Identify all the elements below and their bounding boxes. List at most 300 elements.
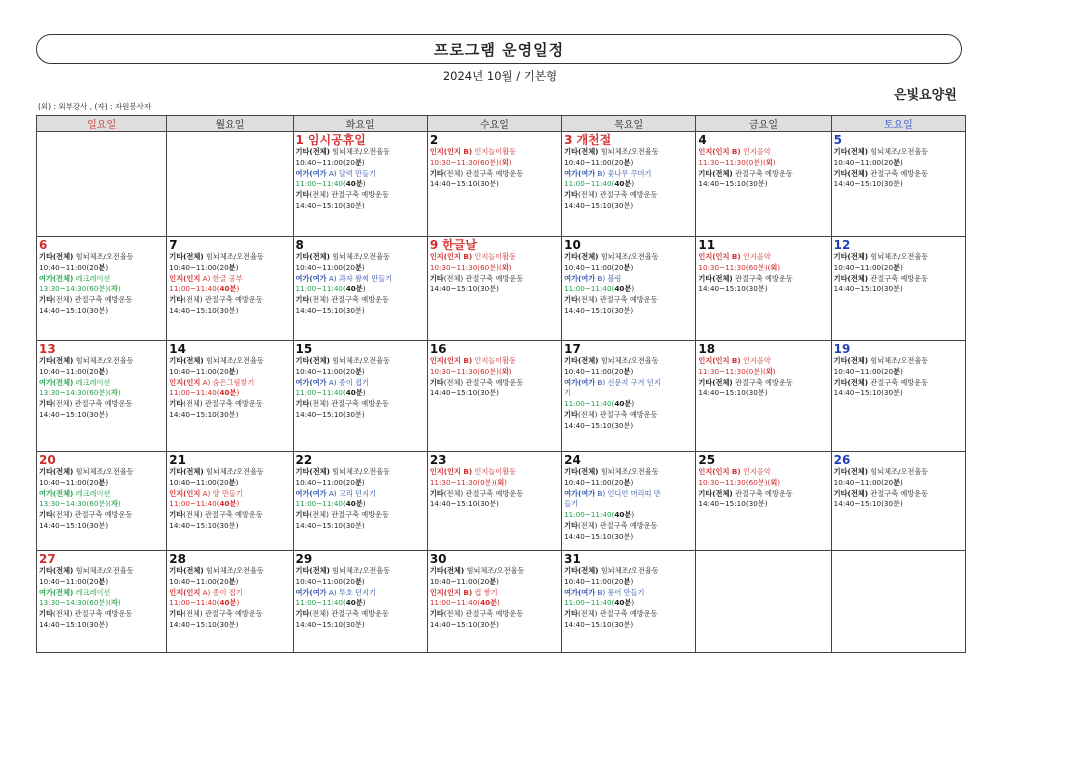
program-text: 인지(인지 B) <box>698 467 741 476</box>
day-cell <box>562 341 696 452</box>
day-cell <box>293 452 427 551</box>
program-text: 분 <box>893 262 901 272</box>
program-text: 분 <box>893 157 901 167</box>
program-text: 11:30~11:30(0분)( <box>698 366 766 376</box>
program-line <box>564 499 693 510</box>
program-text: 13:30~14:30(60분)( <box>39 284 111 294</box>
program-line <box>296 467 425 478</box>
program-text: ) <box>508 366 512 376</box>
program-text: 기타(전체) <box>169 252 204 261</box>
program-text: (전체) 관절구축 예방운동 <box>577 520 658 530</box>
program-text: 기타 <box>169 399 184 409</box>
program-text: A) 양 만들기 <box>200 488 243 498</box>
day-number: 11 <box>698 238 716 252</box>
program-line <box>430 577 559 588</box>
day-cell <box>427 237 561 341</box>
program-line <box>169 467 290 478</box>
program-text: 자 <box>110 499 118 509</box>
program-text: 인지(인지 B) <box>429 356 473 365</box>
day-cell <box>831 452 965 551</box>
day-number: 1 <box>295 133 304 147</box>
program-line <box>834 378 963 389</box>
program-text: 인지놀이활동 <box>472 252 517 261</box>
program-text: 힘뇌체조/오전율동 <box>203 356 264 365</box>
program-line <box>296 201 425 212</box>
program-line <box>698 284 828 295</box>
program-text: 14:40~15:10(30분) <box>39 520 109 530</box>
program-line <box>169 566 290 577</box>
program-text: (전체) 관절구축 예방운동 <box>183 510 263 520</box>
program-text: (전체) 관절구축 예방운동 <box>183 609 263 619</box>
program-text: 기타 <box>295 295 310 305</box>
program-text: 관절구축 예방운동 <box>732 488 793 498</box>
program-line <box>39 609 164 620</box>
program-text: 40분 <box>345 598 363 608</box>
program-line <box>39 521 164 532</box>
program-text: 관절구축 예방운동 <box>868 377 929 387</box>
program-line <box>564 306 693 317</box>
program-text: B) 꽃나무 꾸미기 <box>595 168 652 178</box>
day-number: 24 <box>564 453 581 467</box>
program-text: ) <box>235 366 239 376</box>
program-text: 10:40~11:00(20 <box>564 157 624 167</box>
program-line <box>39 284 164 295</box>
program-line <box>430 158 559 169</box>
program-text: 10:40~11:00(20 <box>169 477 229 487</box>
program-text: 11:00~11:40( <box>564 284 615 294</box>
program-line <box>296 179 425 190</box>
program-text: 관절구축 예방운동 <box>732 377 793 387</box>
program-line <box>169 378 290 389</box>
day-number: 20 <box>39 453 56 467</box>
program-text: (전체) 관절구축 예방운동 <box>443 609 524 619</box>
program-text: 10:30~11:30(60분)( <box>429 157 502 167</box>
program-line <box>430 467 559 478</box>
program-text: ) <box>630 576 634 586</box>
program-text: 레크레이션 <box>73 273 111 283</box>
program-line <box>169 263 290 274</box>
program-text: ) <box>361 157 365 167</box>
program-line <box>698 378 828 389</box>
program-text: 11:00~11:40( <box>564 179 615 189</box>
program-text: 기타 <box>564 609 578 619</box>
program-text: ) <box>105 477 109 487</box>
program-text: 10:40~11:00(20 <box>295 157 355 167</box>
program-text: 기타(전체) <box>295 356 330 365</box>
program-text: 기타 <box>429 168 444 178</box>
program-line <box>430 378 559 389</box>
program-line <box>39 274 164 285</box>
day-number: 18 <box>698 342 716 356</box>
program-text: ) <box>235 576 239 586</box>
program-text: 분 <box>354 157 362 167</box>
day-header <box>296 342 425 356</box>
program-text: (전체) 관절구축 예방운동 <box>577 409 658 419</box>
program-text: 14:40~15:10(30분) <box>169 409 239 419</box>
program-line <box>39 598 164 609</box>
program-line <box>564 532 693 543</box>
program-text: 11:00~11:40( <box>169 388 220 398</box>
program-line <box>834 467 963 478</box>
program-line <box>698 489 828 500</box>
program-line <box>834 388 963 399</box>
program-line <box>296 295 425 306</box>
day-cell <box>37 132 167 237</box>
day-number: 28 <box>169 552 186 566</box>
program-line <box>564 356 693 367</box>
weekday-friday: 금요일 <box>696 116 831 132</box>
program-text: 14:40~15:10(30분) <box>698 499 768 509</box>
day-cell <box>562 237 696 341</box>
day-number: 23 <box>429 453 447 467</box>
program-text: ) <box>777 262 781 272</box>
day-number: 22 <box>295 453 313 467</box>
day-header <box>698 453 828 467</box>
program-line <box>698 263 828 274</box>
program-text: 자 <box>110 284 118 294</box>
program-line <box>39 367 164 378</box>
program-text: ) <box>362 284 366 294</box>
program-text: 관절구축 예방운동 <box>868 488 929 498</box>
program-text: 외 <box>770 262 778 272</box>
program-text: 10:40~11:00(20 <box>295 262 355 272</box>
program-text: 힘뇌체조/오전율동 <box>73 252 134 261</box>
program-text: 14:40~15:10(30분) <box>564 531 634 541</box>
program-text: 기타(전체) <box>39 566 74 575</box>
program-text: 여가(여가 <box>564 488 596 498</box>
program-text: 40분 <box>345 499 363 509</box>
program-line <box>169 252 290 263</box>
program-line <box>296 566 425 577</box>
program-line <box>296 356 425 367</box>
day-header <box>564 238 693 252</box>
program-line <box>296 388 425 399</box>
program-text: 분 <box>893 477 901 487</box>
program-text: 40분 <box>614 179 632 189</box>
program-line <box>698 252 828 263</box>
program-text: ) <box>236 499 240 509</box>
program-text: 11:00~11:40( <box>295 388 346 398</box>
program-text: ) <box>508 157 512 167</box>
program-line <box>834 356 963 367</box>
weekday-thursday: 목요일 <box>562 116 696 132</box>
day-header <box>169 552 290 566</box>
program-text: ) <box>362 388 366 398</box>
program-text: 인지(인지 B) <box>698 252 741 261</box>
program-line <box>564 399 693 410</box>
program-line <box>39 410 164 421</box>
program-text: ) <box>631 598 635 608</box>
program-text: ) <box>900 477 903 487</box>
program-text: 기타(전체) <box>698 488 733 498</box>
program-text: 힘뇌체조/오전율동 <box>868 252 929 261</box>
program-text: 분 <box>623 576 631 586</box>
program-text: 기타 <box>429 609 444 619</box>
day-cell <box>427 452 561 551</box>
day-number: 21 <box>169 453 186 467</box>
program-line <box>564 510 693 521</box>
program-text: 기타 <box>295 190 310 200</box>
week-row <box>37 341 966 452</box>
program-text: 인지(인지 <box>169 488 201 498</box>
program-text: 여가(전체) <box>39 587 74 597</box>
day-header <box>39 238 164 252</box>
program-text: 인지(인지 <box>169 587 201 597</box>
program-text: 10:40~11:00(20 <box>39 262 99 272</box>
program-line <box>296 478 425 489</box>
program-text: A) 종이 접기 <box>326 377 369 387</box>
program-text: 14:40~15:10(30분) <box>564 305 634 315</box>
program-text: 기타 <box>564 190 578 200</box>
day-cell <box>293 132 427 237</box>
program-text: 14:40~15:10(30분) <box>833 388 903 398</box>
program-line <box>39 478 164 489</box>
holiday-label: 임시공휴일 <box>307 133 366 147</box>
day-number: 6 <box>39 238 48 252</box>
day-number: 15 <box>295 342 313 356</box>
program-text: 외 <box>770 477 778 487</box>
program-text: 10:40~11:00(20 <box>169 576 229 586</box>
program-text: 기타(전체) <box>833 168 868 178</box>
program-text: (전체) 관절구축 예방운동 <box>52 399 133 409</box>
program-line <box>169 399 290 410</box>
day-header <box>834 342 963 356</box>
day-cell <box>427 132 561 237</box>
calendar-body <box>37 132 966 653</box>
day-number: 10 <box>564 238 581 252</box>
program-text: 인지음악 <box>740 467 771 476</box>
program-text: 10:40~11:00(20 <box>564 576 624 586</box>
program-text: 40분 <box>219 598 237 608</box>
program-line <box>834 263 963 274</box>
day-header <box>39 552 164 566</box>
weekday-saturday: 토요일 <box>831 116 965 132</box>
program-line <box>564 421 693 432</box>
program-text: 인지음악 <box>740 147 771 156</box>
program-text: 기타(전체) <box>169 467 204 476</box>
program-text: 기타(전체) <box>833 467 868 476</box>
program-line <box>698 356 828 367</box>
program-text: 외 <box>497 477 505 487</box>
page-subtitle: 2024년 10월 / 기본형 <box>442 69 558 83</box>
program-text: 11:00~11:40( <box>564 598 615 608</box>
program-line <box>834 274 963 285</box>
program-line <box>296 284 425 295</box>
program-text: ) <box>236 598 240 608</box>
program-text: 인지(인지 B) <box>429 252 473 261</box>
day-number: 16 <box>429 342 447 356</box>
day-header <box>564 453 693 467</box>
program-text: 14:40~15:10(30분) <box>39 409 109 419</box>
program-text: 여가(여가 <box>564 377 596 387</box>
program-line <box>430 274 559 285</box>
program-line <box>564 410 693 421</box>
program-line <box>564 577 693 588</box>
program-text: ) <box>361 576 365 586</box>
program-line <box>564 609 693 620</box>
program-text: 40분 <box>614 284 632 294</box>
program-text: 기타 <box>295 609 310 619</box>
program-line <box>296 252 425 263</box>
program-text: 들기 <box>564 499 578 509</box>
program-text: ) <box>236 388 240 398</box>
program-text: 분 <box>98 477 106 487</box>
program-text: 기타(전체) <box>564 566 599 575</box>
program-text: 11:30~11:30(0분)( <box>429 477 498 487</box>
program-line <box>834 478 963 489</box>
program-line <box>296 190 425 201</box>
program-text: ) <box>631 510 635 520</box>
day-header <box>430 238 559 252</box>
program-line <box>564 252 693 263</box>
program-text: 분 <box>354 366 362 376</box>
day-header <box>564 342 693 356</box>
program-text: (전체) 관절구축 예방운동 <box>577 190 658 200</box>
program-line <box>430 388 559 399</box>
program-line <box>169 521 290 532</box>
program-line <box>169 620 290 631</box>
day-number: 9 <box>429 238 439 252</box>
program-text: 외 <box>765 157 773 167</box>
day-cell <box>167 237 293 341</box>
day-cell <box>696 132 831 237</box>
program-text: ) <box>362 179 366 189</box>
day-number: 25 <box>698 453 716 467</box>
program-text: 11:00~11:40( <box>169 499 220 509</box>
day-header <box>169 342 290 356</box>
program-text: 관절구축 예방운동 <box>732 168 793 178</box>
program-text: 40분 <box>614 510 632 520</box>
program-text: (전체) 관절구축 예방운동 <box>443 273 524 283</box>
program-line <box>698 467 828 478</box>
program-line <box>169 478 290 489</box>
program-text: 14:40~15:10(30분) <box>39 305 109 315</box>
program-text: B) 풍어 만들기 <box>595 587 645 597</box>
program-line <box>169 499 290 510</box>
program-line <box>169 410 290 421</box>
program-text: 외 <box>501 366 509 376</box>
program-text: A) 종이 접기 <box>200 587 243 597</box>
program-text: 14:40~15:10(30분) <box>169 619 239 629</box>
program-text: 힘뇌체조/오전율동 <box>598 566 659 575</box>
program-line <box>430 147 559 158</box>
program-text: 14:40~15:10(30분) <box>429 499 499 509</box>
program-text: 10:40~11:00(20 <box>564 262 624 272</box>
program-text: 힘뇌체조/오전율동 <box>598 252 659 261</box>
program-text: 인지(인지 B) <box>429 467 473 476</box>
program-text: ) <box>772 366 776 376</box>
program-text: 기타(전체) <box>295 252 330 261</box>
program-line <box>430 179 559 190</box>
program-text: 11:00~11:40( <box>295 179 346 189</box>
program-text: (전체) 관절구축 예방운동 <box>183 399 263 409</box>
program-line <box>430 609 559 620</box>
program-line <box>296 609 425 620</box>
program-text: 10:40~11:00(20 <box>564 366 624 376</box>
program-text: 관절구축 예방운동 <box>732 273 793 283</box>
day-cell <box>37 341 167 452</box>
day-cell <box>37 237 167 341</box>
program-line <box>169 598 290 609</box>
day-number: 14 <box>169 342 186 356</box>
organization-name: 은빛요양원 <box>894 88 957 103</box>
holiday-label: 개천절 <box>576 133 612 147</box>
program-text: (전체) 관절구축 예방운동 <box>309 190 390 200</box>
program-text: 기타(전체) <box>833 356 868 365</box>
program-text: 기타 <box>39 399 53 409</box>
program-line <box>430 263 559 274</box>
program-line <box>296 620 425 631</box>
program-text: ) <box>630 366 634 376</box>
program-text: 기타(전체) <box>833 488 868 498</box>
program-text: 분 <box>228 576 236 586</box>
program-text: 14:40~15:10(30분) <box>833 284 903 294</box>
day-header <box>39 342 164 356</box>
program-line <box>169 489 290 500</box>
program-text: 분 <box>228 477 236 487</box>
day-cell <box>696 341 831 452</box>
day-header <box>564 133 693 147</box>
program-text: 인지놀이활동 <box>472 356 517 365</box>
program-text: (전체) 관절구축 예방운동 <box>443 168 524 178</box>
program-text: 14:40~15:10(30분) <box>833 179 903 189</box>
program-text: 힘뇌체조/오전율동 <box>329 252 391 261</box>
program-line <box>564 274 693 285</box>
day-number: 30 <box>429 552 447 566</box>
day-header <box>430 342 559 356</box>
program-text: ) <box>630 157 634 167</box>
program-text: 여가(전체) <box>39 273 74 283</box>
program-line <box>834 489 963 500</box>
program-line <box>39 577 164 588</box>
day-header <box>296 238 425 252</box>
program-line <box>39 467 164 478</box>
program-text: (전체) 관절구축 예방운동 <box>52 510 133 520</box>
day-header <box>564 552 693 566</box>
program-text: 11:00~11:40( <box>169 598 220 608</box>
program-text: 분 <box>623 262 631 272</box>
program-text: 인지(인지 B) <box>698 147 741 156</box>
day-header <box>39 453 164 467</box>
program-text: 10:40~11:00(20 <box>169 366 229 376</box>
day-header <box>698 238 828 252</box>
program-text: 여가(여가 <box>295 168 327 178</box>
program-text: 분 <box>98 262 106 272</box>
program-text: 분 <box>98 576 106 586</box>
day-number: 27 <box>39 552 56 566</box>
weekday-tuesday: 화요일 <box>293 116 427 132</box>
program-line <box>564 598 693 609</box>
program-text: ) <box>117 284 121 294</box>
day-number: 17 <box>564 342 581 356</box>
program-text: (전체) 관절구축 예방운동 <box>52 295 133 305</box>
program-text: (전체) 관절구축 예방운동 <box>52 609 133 619</box>
program-text: (전체) 관절구축 예방운동 <box>577 609 658 619</box>
day-number: 31 <box>564 552 581 566</box>
day-header <box>296 133 425 147</box>
program-text: 힘뇌체조/오전율동 <box>73 566 134 575</box>
day-cell <box>293 237 427 341</box>
program-text: 기타(전체) <box>564 356 599 365</box>
program-text: 10:30~11:30(60분)( <box>698 262 771 272</box>
program-line <box>834 499 963 510</box>
program-text: 13:30~14:30(60분)( <box>39 598 111 608</box>
program-text: 10:40~11:00(20 <box>295 366 355 376</box>
program-text: 14:40~15:10(30분) <box>295 200 365 210</box>
program-line <box>430 169 559 180</box>
program-text: 분 <box>893 366 901 376</box>
program-text: 외 <box>501 157 509 167</box>
